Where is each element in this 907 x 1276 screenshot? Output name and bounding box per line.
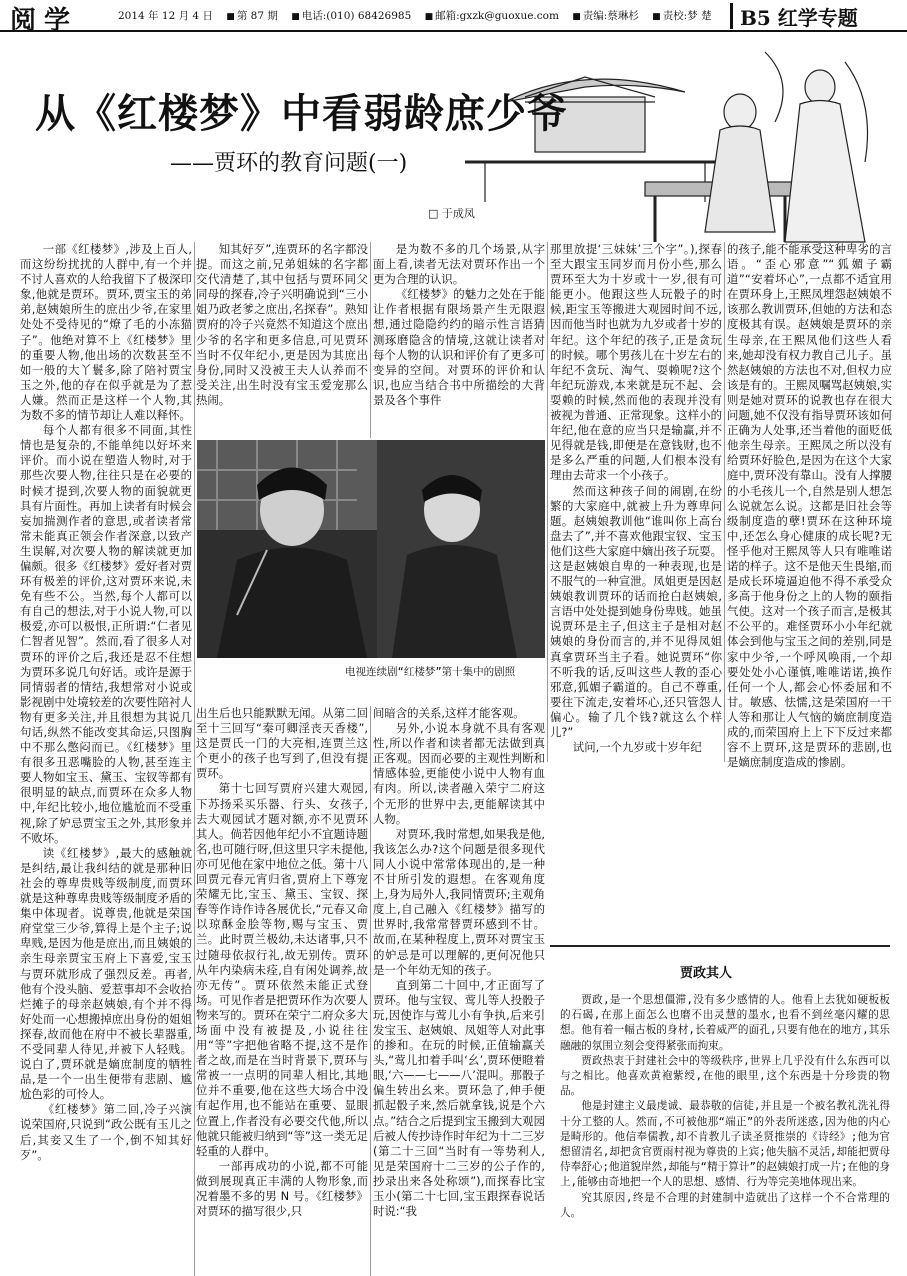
- drama-still-photo: [197, 440, 545, 658]
- sidebar-rule: [550, 945, 890, 947]
- paragraph: 是为数不多的几个场景,从字面上看,读者无法对贾环作出一个更为合理的认识。: [373, 242, 545, 287]
- header-meta: [118, 8, 722, 23]
- guqin-illustration: [465, 42, 900, 248]
- article-column-4: [550, 242, 722, 762]
- column-rule: [547, 242, 548, 762]
- sidebar-body: [560, 993, 890, 1276]
- paragraph: 《红楼梦》的魅力之处在于能让作者根据有限场景产生无限遐想,通过隐隐约约的暗示性言语猜测琢磨隐含的情境,这就让读者对每个人物的认识和评价有了更多可变异的空间。对贾环的评价和认识,也应当结合书中所描绘的大背景及各个事件: [373, 287, 545, 407]
- article-author: □ 于成凤: [428, 205, 475, 221]
- article-subtitle: ——贾环的教育问题(一): [170, 151, 408, 176]
- header-separator: [730, 3, 733, 29]
- paragraph: 然而这种孩子间的闹剧,在纷繁的大家庭中,就被上升为尊卑问题。赵姨娘教训他“谁叫你上高台盘去了”,并不喜欢他跟宝钗、宝玉他们这些大家庭中嫡出孩子玩耍。这是赵姨娘自卑的一种表现,也是不服气的一种宣泄。凤姐更是因赵姨娘教训贾环的话而抢白赵姨娘,言语中处处提到她身份卑贱。她虽说贾环是主子,但这主子是相对赵姨娘的身份而言的,并不见得凤姐真拿贾环当主子看。她说贾环“你不听我的话,反叫这些人教的歪心邪意,狐媚子霸道的。自己不尊重,要往下流走,安着坏心,还只管怨人偏心。输了几个钱?就这么个样儿?”: [550, 483, 722, 739]
- email: ■ 邮箱:gxzk@guoxue.com: [425, 10, 559, 22]
- paragraph: 一部再成功的小说,都不可能做到展现真正丰满的人物形象,而况着墨不多的男 N 号。《红楼梦》对贾环的描写很少,只: [196, 1158, 368, 1219]
- photo-caption: 电视连续剧“红楼梦”第十集中的剧照: [345, 666, 516, 678]
- paragraph: 他是封建主义最虔诚、最恭敬的信徒,并且是一个被名教礼洗礼得十分工整的人。然而,不可被他那“端正”的外表所迷惑,因为他的内心是畸形的。他信奉儒教,却不肯教儿子读圣贤推崇的《诗经》;他为官想留清名,却把贪官贾雨村视为尊贵的上宾;他失脑不灵活,却能把贾母侍奉舒心;他道貌岸然,却能与“精于算计”的赵姨娘打成一片;在他的身上,能够由奇地把一个人的思想、感情、行为等完美地体现出来。: [560, 1100, 890, 1189]
- paragraph: 出生后也只能默默无闻。从第二回至十三回写“秦可卿淫丧天香楼”,这是贾氏一门的大亮相,连贾兰这个更小的孩子也写到了,但没有提贾环。: [196, 706, 368, 781]
- section-label: B5 红学专题: [740, 6, 858, 30]
- article-column-1: [20, 242, 192, 1276]
- paragraph: 第十七回写贾府兴建大观园,下苏扬采买乐器、行头、女孩子,去大观园试才题对额,亦不见贾环其人。倘若因他年纪小不宜题诗题名,也可随行呀,但这里只字未提他,亦可见他在家中地位之低。第十八回贾元春元宵归省,贾府上下尊宠荣耀无比,宝玉、黛玉、宝钗、探春等作诗作诗各展优长,“元春又命以琼酥金脍等物,赐与宝玉、贾兰。此时贾兰极幼,未达诸事,只不过随母依叔行礼,故无别传。贾环从年内染病未痊,自有闲处调养,故亦无传”。贾环依然未能正式登场。可见作者是把贾环作为次要人物来写的。贾环在荣宁二府众多大场面中没有被提及,小说往往用“等”字把他省略不提,这不是作者之故,而是在当时背景下,贾环与常被一一点明的同辈人相比,其地位并不重要,他在这些大场合中没有起作用,也不能站在重要、显眼位置上,作者没有必要交代他,所以他就只能被归纳到“等”这一类无足轻重的人群中。: [196, 781, 368, 1158]
- column-rule: [370, 242, 371, 438]
- article-column-2-top: [196, 242, 368, 438]
- paragraph: 的孩子,能不能承受这种卑劣的言语。“歪心邪意”“狐媚子霸道”“安着坏心”,一点都不适宜用在贾环身上,王熙凤埋怨赵姨娘不该那么教训贾环,但她的方法和态度极其有误。赵姨娘是贾环的亲生母亲,在王熙凤他们这些人看来,她却没有权力教自己儿子。虽然赵姨娘的方法也不对,但权力应该是有的。王熙凤嘱骂赵姨娘,实则是她对贾环的说教也存在很大问题,她不仅没有指导贾环该如何正确为人处事,还当着他的面贬低他亲生母亲。王熙凤之所以没有给贾环好脸色,是因为在这个大家庭中,贾环没有靠山。没有人撑腰的小毛孩儿一个,自然是别人想怎么说就怎么说。这都是旧社会等级制度造的孽!贾环在这种环境中,还怎么身心健康的成长呢?无怪乎他对王熙凤等人只有唯唯诺诺的样子。这不是他天生畏缩,而是成长环境逼迫他不得不承受众多高于他身份之上的人物的颐指气使。这对一个孩子而言,是极其不公平的。难怪贾环小小年纪就体会到他与宝玉之间的差别,同是家中少爷,一个呼风唤雨,一个却要处处小心谨慎,唯唯诺诺,换作任何一个人,都会心怀委屈和不甘。敏感、怯懦,这是荣国府一干人等和那让人气恼的嫡庶制度造成的,而荣国府上上下下反过来都容不上贾环,这是贾环的悲剧,也是嫡庶制度造成的惨剧。: [727, 242, 892, 770]
- article-title: 从《红楼梦》中看弱龄庶少爷: [35, 90, 568, 137]
- paragraph: 试问,一个九岁或十岁年纪: [572, 740, 702, 755]
- issue-number: ■ 第 87 期: [226, 10, 278, 22]
- article-column-3-bottom: [373, 706, 545, 1276]
- paragraph: 究其原因,终是不合理的封建制中造就出了这样一个不合常理的人。: [560, 1191, 890, 1219]
- paragraph: 每个人都有很多不同面,其性情也是复杂的,不能单纯以好坏来评价。而小说在塑造人物时,对于那些次要人物,往往只是在必要的时候才提到,次要人物的面貌就更具有片面性。再加上读者有时候会妄加揣测作者的意思,或者读者常常未能真正领会作者深意,以致产生误解,对次要人物的解读就更加偏颇。很多《红楼梦》爱好者对贾环有极差的评价,这对贾环来说,未免有些不公。当然,每个人都可以有自己的想法,对于小说人物,可以极爱,亦可以极恨,正所谓:“仁者见仁智者见智”。然而,看了很多人对贾环的评价之后,我还是忍不住想为贾环多说几句好话。或许是源于同情弱者的情结,我想常对小说或影视剧中处境较差的次要性陪衬人物有更多关注,并且很想为其说几句话,纵然不能改变其命运,只图胸中不那么憋闷而已。《红楼梦》里有很多丑恶嘴脸的人物,甚至连主要人物如宝玉、黛玉、宝钗等都有很明显的缺点,而贾环在众多人物中,年纪比较小,地位尴尬而不受重视,除了妒忌贾宝玉之外,其形象并不败坏。: [20, 423, 192, 845]
- paragraph: 读《红楼梦》,最大的感触就是纠结,最让我纠结的就是那种旧社会的尊卑贵贱等级制度,而贾环就是这种尊卑贵贱等级制度矛盾的集中体现者。说尊贵,他就是荣国府堂堂三少爷,算得上是个主子;说卑贱,是因为他是庶出,而且姨娘的亲生母亲贾宝玉府上下喜爱,宝玉与贾环就形成了强烈反差。再者,他有个没头脑、爱惹事却不会收拾烂摊子的母亲赵姨娘,有个并不得好处而一心想搬掉庶出身份的姐姐探春,故而他在府中不被长辈器重,不受同辈人待见,并被下人轻贱。说白了,贾环就是嫡庶制度的牺牲品,是一个一出生便带有悲剧、尴尬色彩的可怜人。: [20, 845, 192, 1102]
- paragraph: 直到第二十回中,才正面写了贾环。他与宝钗、莺儿等人投骰子玩,因使诈与莺儿小有争执,后来引发宝玉、赵姨娘、凤姐等人对此事的掺和。在玩的时候,正值输赢关头,“莺儿扣着手叫‘幺’,贾环便瞪着眼,‘六——七——八’混叫。那骰子偏生转出幺来。贾环急了,伸手便抓起骰子来,然后就拿钱,说是个六点。”结合之后提到宝玉搬到大观园后被人传抄诗作时年纪为十二三岁(第二十三回“当时有一等势利人,见是荣国府十二三岁的公子作的,抄录出来各处称颂”),而探春比宝玉小(第二十七回,宝玉跟探春说话时说:“我: [373, 977, 545, 1219]
- paragraph: 一部《红楼梦》,涉及上百人,而这纷纷扰扰的人群中,有一个并不讨人喜欢的人给我留下了极深印象,他就是贾环。贾环,贾宝玉的弟弟,赵姨娘所生的庶出少爷,在家里处处不受待见的“燎了毛的小冻猫子”。他绝对算不上《红楼梦》里的重要人物,他出场的次数甚至不如一般的大丫鬟多,除了陪衬贾宝玉之外,他的存在似乎就是为了惹人嫌。然而正是这样一个人物,其为数不多的情节却让人难以释怀。: [20, 242, 192, 423]
- editor: ■ 责编:蔡琳杉: [572, 10, 639, 22]
- sidebar-title: 贾政其人: [680, 966, 733, 981]
- paragraph: 贾政,是一个思想僵滞,没有多少感情的人。他看上去犹如硬板板的石碣,在那上面怎么也磨不出灵慧的墨水,也看不到丝毫闪耀的思想。他有着一幅古板的身材,长着威严的面孔,只要有他在的地方,其乐融融的氛围立刻会变得紧张而拘束。: [560, 994, 890, 1052]
- column-rule: [724, 242, 725, 762]
- newspaper-logo: 阅学: [10, 6, 79, 36]
- issue-date: 2014 年 12 月 4 日: [118, 10, 213, 22]
- article-column-3-top: [373, 242, 545, 438]
- proofreader: ■ 责校:梦 楚: [652, 10, 711, 22]
- paragraph: 另外,小说本身就不具有客观性,所以作者和读者都无法做到真正客观。因而必要的主观性判断和情感体验,更能使小说中人物有血有肉。所以,读者融入荣宁二府这个无形的世界中去,更能解读其中人物。: [373, 721, 545, 826]
- article-column-5: [727, 242, 892, 770]
- article-column-2-bottom: [196, 706, 368, 1276]
- paragraph: 贾政热衷于封建社会中的等级秩序,世界上几乎没有什么东西可以与之相比。他喜欢黄袍紫绶,在他的眼里,这个东西是十分珍贵的物品。: [560, 1054, 890, 1098]
- paragraph: 《红楼梦》第二回,冷子兴演说荣国府,只说到“政公既有玉儿之后,其妾又生了一个,倒不知其好歹”。: [20, 1102, 192, 1162]
- paragraph: 知其好歹”,连贾环的名字都没提。而这之前,兄弟姐妹的名字都交代清楚了,其中包括与贾环同父同母的探春,冷子兴明确说到“三小姐乃政老爹之庶出,名探春”。熟知贾府的冷子兴竟然不知道这个庶出少爷的名字和更多信息,可见贾环当时不仅年纪小,更是因为其庶出身份,同时又没被王夫人认养而不受关注,出生时没有宝玉爱宠那么热闹。: [196, 242, 368, 407]
- paragraph: 间暗含的关系,这样才能客观。: [373, 706, 525, 720]
- paragraph: 那里放提‘三妹妹’三个字”。),探春至大跟宝玉同岁而月份小些,那么贾环至大为十岁或十一岁,很有可能更小。他跟这些人玩骰子的时候,距宝玉等搬进大观园时间不远,因而他当时也就为九岁或者十岁的年纪。这个年纪的孩子,正是贪玩的时候。哪个男孩儿在十岁左右的年纪不贪玩、淘气、耍赖呢?这个年纪玩游戏,本来就是玩不起、会耍赖的时候,然而他的表现并没有被视为普通、正常现象。这样小的年纪,他在意的应当只是输赢,并不见得就是钱,即便是在意钱财,也不是多么严重的问题,人们根本没有理由去苛求一个小孩子。: [550, 242, 722, 483]
- column-rule: [194, 242, 195, 1276]
- column-rule: [370, 706, 371, 1276]
- paragraph: 对贾环,我时常想,如果我是他,我该怎么办?这个问题是很多现代同人小说中常常体现出的,是一种不甘所引发的遐想。在客观角度上,身为局外人,我同情贾环;主观角度上,自己融入《红楼梦》描写的世界时,我常常替贾环感到不甘。故而,在某种程度上,贾环对贾宝玉的妒忌是可以理解的,更何况他只是一个年幼无知的孩子。: [373, 826, 545, 977]
- phone: ■ 电话:(010) 68426985: [291, 10, 411, 22]
